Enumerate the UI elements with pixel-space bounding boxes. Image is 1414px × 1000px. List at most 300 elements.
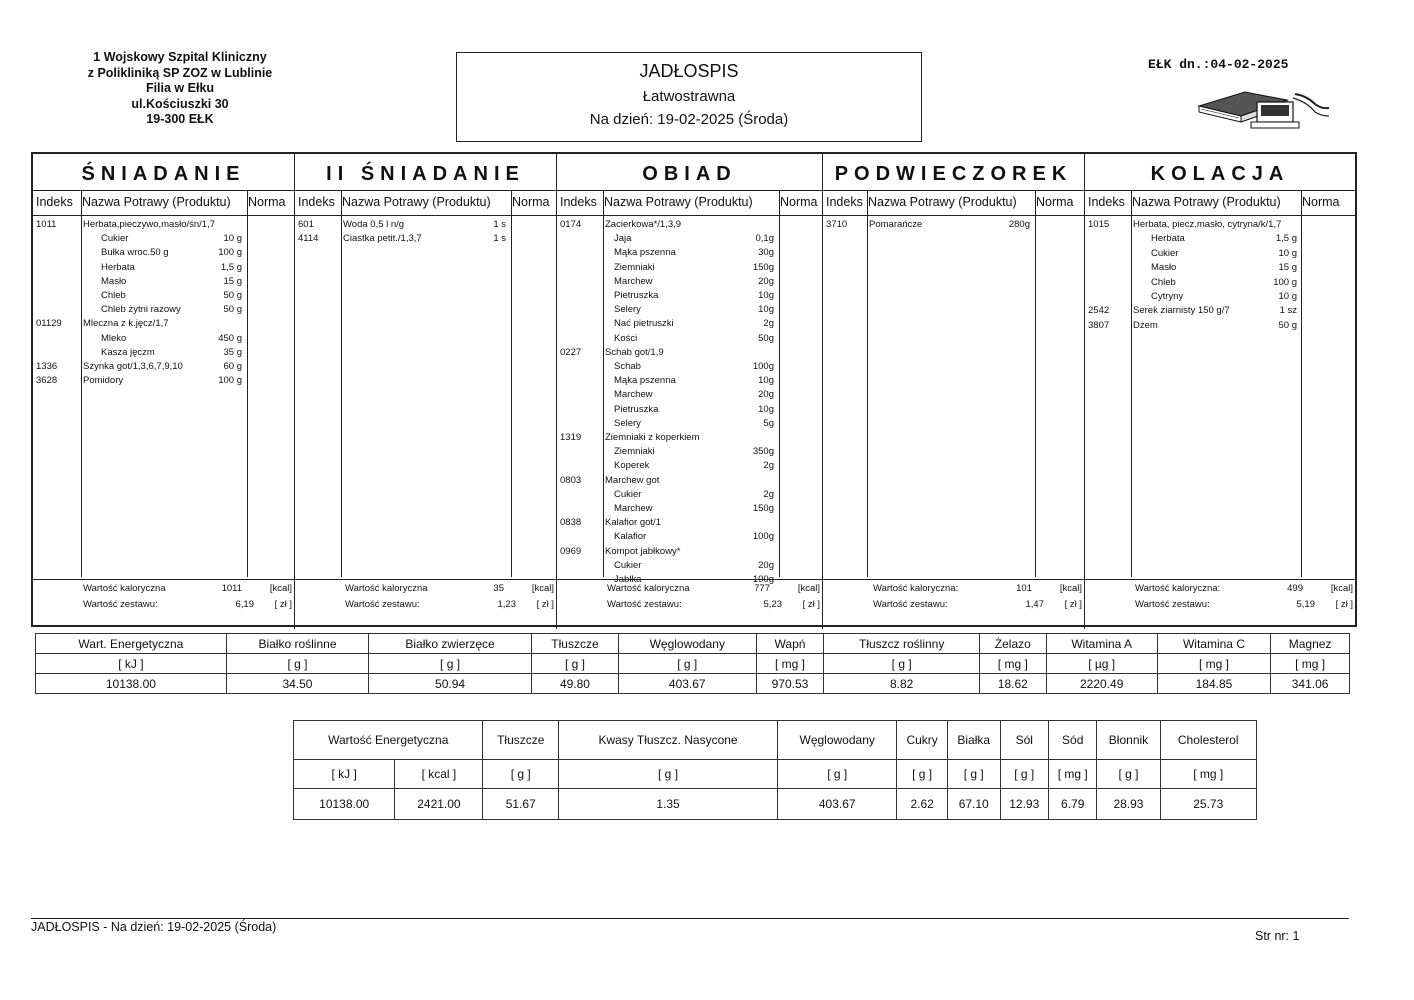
item-name: Serek ziarnisty 150 g/7	[1133, 305, 1230, 317]
col-header-name: Nazwa Potrawy (Produktu)	[1132, 195, 1281, 209]
item-name: Dżem	[1133, 319, 1158, 331]
col-header-norm: Norma	[780, 195, 818, 209]
value-cell: 10138.00	[294, 789, 395, 820]
label-cell: Cholesterol	[1160, 721, 1257, 760]
unit-cell: [ kJ ]	[36, 654, 227, 674]
menu-item-row	[33, 304, 294, 318]
item-name: Jaja	[614, 233, 632, 245]
hospital-line: z Polikliniką SP ZOZ w Lublinie	[87, 65, 273, 80]
cost-label: Wartość zestawu:	[345, 599, 420, 610]
page-title: JADŁOSPIS	[639, 61, 739, 81]
meal-title: ŚNIADANIE	[33, 154, 294, 191]
menu-item-row	[557, 475, 822, 489]
item-norm: 10g	[758, 403, 774, 415]
item-norm: 60 g	[223, 361, 242, 372]
footer-text: JADŁOSPIS - Na dzień: 19-02-2025 (Środa)	[31, 920, 277, 934]
page-number: Str nr: 1	[1255, 929, 1300, 943]
column-headers	[33, 191, 294, 216]
item-name: Marchew	[614, 503, 653, 514]
item-name: Chleb żytni razowy	[101, 304, 181, 316]
menu-item-row	[33, 262, 294, 276]
item-name: Ciastka petit./1,3,7	[343, 233, 422, 245]
unit-cell: [ g ]	[897, 760, 948, 789]
menu-date: Na dzień: 19-02-2025 (Środa)	[589, 111, 789, 128]
item-index: 1319	[560, 432, 582, 443]
menu-item-row	[1085, 248, 1355, 262]
item-index: 0838	[560, 517, 582, 529]
item-name: Marchew	[614, 389, 653, 401]
meal-items	[33, 216, 294, 580]
label-cell: Węglowodany	[618, 634, 756, 654]
hospital-line: 19-300 EŁK	[146, 112, 214, 126]
unit-cell: [ mg ]	[1049, 760, 1097, 789]
meal-column	[1085, 154, 1355, 629]
cost-unit: [ zł ]	[1064, 599, 1082, 610]
item-norm: 50g	[758, 332, 774, 344]
menu-item-row	[557, 560, 822, 574]
kcal-label: Wartość kaloryczna:	[873, 583, 959, 594]
item-name: Cukier	[614, 488, 642, 500]
label-cell: Wapń	[756, 634, 824, 654]
item-name: Ziemniaki z koperkiem	[605, 432, 700, 443]
col-header-norm: Norma	[512, 195, 550, 209]
meal-column	[33, 154, 295, 629]
unit-cell: [ g ]	[618, 654, 756, 674]
cost-label: Wartość zestawu:	[607, 599, 682, 610]
item-index: 4114	[298, 233, 319, 245]
item-norm: 280g	[1008, 219, 1030, 230]
meal-title: OBIAD	[557, 154, 822, 191]
col-header-name: Nazwa Potrawy (Produktu)	[868, 195, 1017, 209]
menu-item-row	[557, 290, 822, 304]
item-name: Mleczna z k.jęcz/1,7	[83, 318, 169, 330]
kcal-value: 1011	[221, 583, 242, 594]
item-name: Mąka pszenna	[614, 375, 676, 387]
item-index: 0969	[560, 545, 582, 557]
label-cell: Kwasy Tłuszcz. Nasycone	[559, 721, 778, 760]
cost-unit: [ zł ]	[802, 599, 820, 610]
label-cell: Białko roślinne	[226, 634, 368, 654]
menu-item-row	[557, 262, 822, 276]
unit-cell: [ mg ]	[1271, 654, 1350, 674]
meal-title: PODWIECZOREK	[823, 154, 1084, 191]
kcal-unit: [kcal]	[531, 583, 554, 594]
label-cell: Witamina A	[1046, 634, 1157, 654]
menu-item-row	[33, 233, 294, 247]
column-headers	[295, 191, 556, 216]
item-norm: 10 g	[223, 233, 242, 245]
item-norm: 10 g	[1278, 291, 1297, 302]
item-name: Chleb	[101, 290, 126, 301]
item-norm: 30g	[758, 247, 774, 259]
item-norm: 20g	[758, 275, 774, 287]
unit-cell: [ mg ]	[1157, 654, 1270, 674]
value-cell: 970.53	[756, 674, 824, 694]
item-norm: 1,5 g	[1275, 233, 1297, 245]
item-name: Selery	[614, 304, 641, 316]
label-cell: Sól	[1000, 721, 1048, 760]
kcal-label: Wartość kaloryczna:	[1135, 583, 1221, 594]
cost-unit: [ zł ]	[1335, 599, 1353, 610]
column-divider	[1301, 190, 1302, 577]
label-cell: Witamina C	[1157, 634, 1270, 654]
col-header-index: Indeks	[36, 195, 73, 209]
menu-item-row	[557, 233, 822, 247]
unit-cell: [ g ]	[1097, 760, 1160, 789]
item-norm: 2g	[763, 460, 774, 472]
column-headers	[1085, 191, 1355, 216]
cost-label: Wartość zestawu:	[873, 599, 948, 610]
menu-item-row	[33, 361, 294, 375]
value-cell: 28.93	[1097, 789, 1160, 820]
menu-item-row	[33, 290, 294, 304]
value-cell: 67.10	[947, 789, 1000, 820]
item-name: Nać pietruszki	[614, 318, 674, 330]
item-index: 3807	[1088, 319, 1110, 331]
item-norm: 50 g	[223, 290, 242, 301]
unit-cell: [ mg ]	[756, 654, 824, 674]
item-norm: 15 g	[1278, 262, 1297, 274]
item-name: Cukier	[614, 559, 642, 571]
item-name: Jabłka	[614, 574, 642, 585]
menu-item-row	[33, 247, 294, 261]
menu-item-row	[33, 375, 294, 389]
cost-value: 1,47	[1025, 599, 1044, 610]
menu-item-row	[557, 389, 822, 403]
item-name: Masło	[101, 275, 127, 287]
unit-cell: [ kJ ]	[294, 760, 395, 789]
item-index: 3628	[36, 375, 58, 387]
menu-item-row	[1085, 262, 1355, 276]
unit-cell: [ mg ]	[1160, 760, 1257, 789]
item-name: Mąka pszenna	[614, 247, 676, 259]
cost-label: Wartość zestawu:	[1135, 599, 1210, 610]
menu-item-row	[557, 375, 822, 389]
item-name: Schab got/1,9	[605, 346, 664, 358]
item-name: Herbata	[101, 261, 135, 273]
label-cell: Tłuszcz roślinny	[824, 634, 980, 654]
meal-items	[557, 216, 822, 585]
item-name: Marchew got	[605, 474, 660, 486]
value-cell: 341.06	[1271, 674, 1350, 694]
unit-cell: [ g ]	[824, 654, 980, 674]
menu-item-row	[33, 318, 294, 332]
item-name: Woda 0,5 l n/g	[343, 219, 405, 230]
menu-item-row	[557, 219, 822, 233]
menu-item-row	[557, 304, 822, 318]
item-norm: 50 g	[223, 304, 242, 316]
menu-item-row	[557, 517, 822, 531]
item-norm: 100g	[752, 574, 774, 585]
kcal-unit: [kcal]	[1059, 583, 1082, 594]
label-cell: Tłuszcze	[531, 634, 618, 654]
meal-title: KOLACJA	[1085, 154, 1355, 191]
item-norm: 10g	[758, 290, 774, 301]
value-cell: 2.62	[897, 789, 948, 820]
column-headers	[823, 191, 1084, 216]
menu-item-row	[33, 276, 294, 290]
unit-cell: [ g ]	[531, 654, 618, 674]
item-name: Pietruszka	[614, 403, 659, 415]
kcal-value: 777	[754, 583, 770, 594]
item-name: Kasza jęczm	[101, 346, 155, 358]
label-cell: Sód	[1049, 721, 1097, 760]
item-norm: 150g	[752, 261, 774, 273]
meal-items	[823, 216, 1084, 580]
menu-item-row	[557, 318, 822, 332]
menu-item-row	[823, 219, 1084, 233]
item-norm: 1 s	[493, 219, 506, 230]
unit-cell: [ g ]	[947, 760, 1000, 789]
hospital-line: Filia w Ełku	[145, 81, 215, 95]
item-norm: 0,1g	[755, 233, 774, 245]
kcal-unit: [kcal]	[1330, 583, 1353, 594]
title-box	[456, 52, 922, 142]
meal-summary	[295, 580, 556, 628]
menu-item-row	[1085, 219, 1355, 233]
menu-item-row	[33, 333, 294, 347]
item-norm: 100 g	[218, 375, 242, 387]
meal-summary	[823, 580, 1084, 628]
item-index: 01129	[36, 318, 62, 330]
column-divider	[779, 190, 780, 577]
kcal-label: Wartość kaloryczna	[345, 583, 428, 594]
column-divider	[511, 190, 512, 577]
item-norm: 100g	[752, 361, 774, 372]
item-norm: 35 g	[223, 346, 242, 358]
label-cell: Tłuszcze	[483, 721, 559, 760]
item-name: Kompot jabłkowy*	[605, 545, 681, 557]
value-cell: 403.67	[778, 789, 897, 820]
item-name: Cukier	[101, 233, 129, 245]
kcal-value: 35	[493, 583, 504, 594]
menu-item-row	[295, 233, 556, 247]
nutrition-table-2	[293, 720, 1257, 820]
meal-summary	[557, 580, 822, 628]
item-name: Herbata	[1151, 233, 1185, 245]
value-cell: 49.80	[531, 674, 618, 694]
label-cell: Magnez	[1271, 634, 1350, 654]
menu-item-row	[557, 276, 822, 290]
item-index: 0174	[560, 219, 582, 230]
value-cell: 25.73	[1160, 789, 1257, 820]
item-norm: 350g	[752, 446, 774, 458]
unit-cell: [ mg ]	[979, 654, 1046, 674]
item-norm: 100g	[752, 531, 774, 543]
column-divider	[247, 190, 248, 577]
menu-item-row	[557, 404, 822, 418]
cost-value: 1,23	[497, 599, 516, 610]
hospital-line: ul.Kościuszki 30	[131, 96, 229, 111]
cost-label: Wartość zestawu:	[83, 599, 158, 610]
column-divider	[603, 190, 604, 577]
item-norm: 20g	[758, 389, 774, 401]
label-cell: Żelazo	[979, 634, 1046, 654]
item-norm: 20g	[758, 559, 774, 571]
label-cell: Białka	[947, 721, 1000, 760]
col-header-name: Nazwa Potrawy (Produktu)	[342, 195, 491, 209]
book-computer-logo	[1195, 88, 1335, 130]
col-header-norm: Norma	[248, 195, 286, 209]
item-norm: 100 g	[218, 247, 242, 259]
menu-item-row	[1085, 233, 1355, 247]
value-cell: 8.82	[824, 674, 980, 694]
item-name: Zacierkowa*/1,3,9	[605, 219, 682, 230]
item-norm: 1,5 g	[220, 261, 242, 273]
item-name: Pomarańcze	[869, 219, 923, 230]
column-divider	[81, 190, 82, 577]
unit-cell: [ µg ]	[1046, 654, 1157, 674]
menu-item-row	[557, 418, 822, 432]
item-norm: 100 g	[1273, 276, 1297, 288]
menu-item-row	[295, 219, 556, 233]
menu-item-row	[557, 460, 822, 474]
meal-column	[557, 154, 823, 629]
menu-grid	[31, 152, 1357, 627]
cost-value: 6,19	[235, 599, 254, 610]
unit-cell: [ g ]	[559, 760, 778, 789]
item-name: Kalafior got/1	[605, 517, 661, 529]
item-index: 1336	[36, 361, 58, 372]
menu-item-row	[557, 361, 822, 375]
unit-cell: [ g ]	[778, 760, 897, 789]
menu-item-row	[557, 489, 822, 503]
item-index: 3710	[826, 219, 848, 230]
item-name: Selery	[614, 417, 641, 429]
menu-item-row	[557, 347, 822, 361]
meal-column	[823, 154, 1085, 629]
menu-item-row	[33, 219, 294, 233]
col-header-index: Indeks	[298, 195, 335, 209]
kcal-label: Wartość kaloryczna	[83, 583, 166, 594]
item-index: 1015	[1088, 219, 1110, 230]
value-cell: 50.94	[369, 674, 532, 694]
value-cell: 10138.00	[36, 674, 227, 694]
column-divider	[1131, 190, 1132, 577]
item-name: Cytryny	[1151, 291, 1184, 302]
item-name: Herbata,pieczywo,masło/śn/1,7	[83, 219, 216, 230]
item-name: Mleko	[101, 332, 127, 344]
kcal-value: 101	[1016, 583, 1032, 594]
col-header-index: Indeks	[1088, 195, 1125, 209]
meal-column	[295, 154, 557, 629]
item-name: Ziemniaki	[614, 446, 655, 458]
item-name: Bułka wroc.50 g	[101, 247, 169, 259]
menu-item-row	[557, 446, 822, 460]
column-headers	[557, 191, 822, 216]
item-norm: 2g	[763, 318, 774, 330]
diet-name: Łatwostrawna	[642, 88, 736, 105]
unit-cell: [ kcal ]	[395, 760, 483, 789]
item-norm: 10g	[758, 304, 774, 316]
column-divider	[1035, 190, 1036, 577]
item-name: Herbata, piecz,masło, cytryna/k/1,7	[1133, 219, 1282, 230]
value-cell: 2421.00	[395, 789, 483, 820]
item-name: Masło	[1151, 262, 1177, 274]
item-index: 601	[298, 219, 314, 230]
item-name: Pietruszka	[614, 290, 659, 301]
menu-item-row	[1085, 277, 1355, 291]
col-header-index: Indeks	[560, 195, 597, 209]
value-cell: 1.35	[559, 789, 778, 820]
menu-item-row	[557, 503, 822, 517]
meal-items	[295, 216, 556, 580]
menu-item-row	[557, 333, 822, 347]
value-cell: 12.93	[1000, 789, 1048, 820]
column-divider	[867, 190, 868, 577]
unit-cell: [ g ]	[369, 654, 532, 674]
value-cell: 184.85	[1157, 674, 1270, 694]
menu-item-row	[557, 531, 822, 545]
hospital-address	[60, 50, 300, 128]
item-name: Chleb	[1151, 276, 1176, 288]
print-date: EŁK dn.:04-02-2025	[1148, 57, 1289, 72]
unit-cell: [ g ]	[483, 760, 559, 789]
item-name: Marchew	[614, 275, 653, 287]
menu-item-row	[1085, 291, 1355, 305]
hospital-line: 1 Wojskowy Szpital Kliniczny	[93, 50, 267, 64]
col-header-norm: Norma	[1036, 195, 1074, 209]
value-cell: 18.62	[979, 674, 1046, 694]
item-name: Kości	[614, 332, 638, 344]
item-index: 0803	[560, 474, 582, 486]
value-cell: 34.50	[226, 674, 368, 694]
item-index: 1011	[36, 219, 57, 230]
nutrition-table-1	[35, 633, 1350, 694]
item-index: 0227	[560, 346, 582, 358]
menu-item-row	[557, 432, 822, 446]
item-name: Szynka got/1,3,6,7,9,10	[83, 361, 183, 372]
item-norm: 15 g	[223, 275, 242, 287]
label-cell: Wart. Energetyczna	[36, 634, 227, 654]
col-header-name: Nazwa Potrawy (Produktu)	[82, 195, 231, 209]
menu-item-row	[1085, 305, 1355, 319]
energy-label-cell: Wartość Energetyczna	[294, 721, 483, 760]
item-name: Kalafior	[614, 531, 647, 543]
item-norm: 10g	[758, 375, 774, 387]
kcal-unit: [kcal]	[269, 583, 292, 594]
kcal-unit: [kcal]	[797, 583, 820, 594]
menu-item-row	[557, 546, 822, 560]
item-norm: 50 g	[1278, 319, 1297, 331]
item-norm: 1 s	[493, 233, 506, 245]
col-header-name: Nazwa Potrawy (Produktu)	[604, 195, 753, 209]
item-name: Ziemniaki	[614, 261, 655, 273]
item-index: 2542	[1088, 305, 1110, 317]
menu-item-row	[33, 347, 294, 361]
value-cell: 2220.49	[1046, 674, 1157, 694]
label-cell: Cukry	[897, 721, 948, 760]
item-name: Koperek	[614, 460, 650, 472]
value-cell: 6.79	[1049, 789, 1097, 820]
menu-item-row	[1085, 320, 1355, 334]
col-header-norm: Norma	[1302, 195, 1340, 209]
item-name: Schab	[614, 361, 641, 372]
item-name: Pomidory	[83, 375, 124, 387]
footer-divider	[31, 918, 1349, 919]
cost-value: 5,19	[1296, 599, 1315, 610]
item-name: Cukier	[1151, 247, 1179, 259]
unit-cell: [ g ]	[226, 654, 368, 674]
item-norm: 5g	[763, 417, 774, 429]
column-divider	[341, 190, 342, 577]
unit-cell: [ g ]	[1000, 760, 1048, 789]
cost-unit: [ zł ]	[536, 599, 554, 610]
meal-items	[1085, 216, 1355, 580]
label-cell: Błonnik	[1097, 721, 1160, 760]
item-norm: 150g	[752, 503, 774, 514]
kcal-label: Wartość kaloryczna	[607, 583, 690, 594]
